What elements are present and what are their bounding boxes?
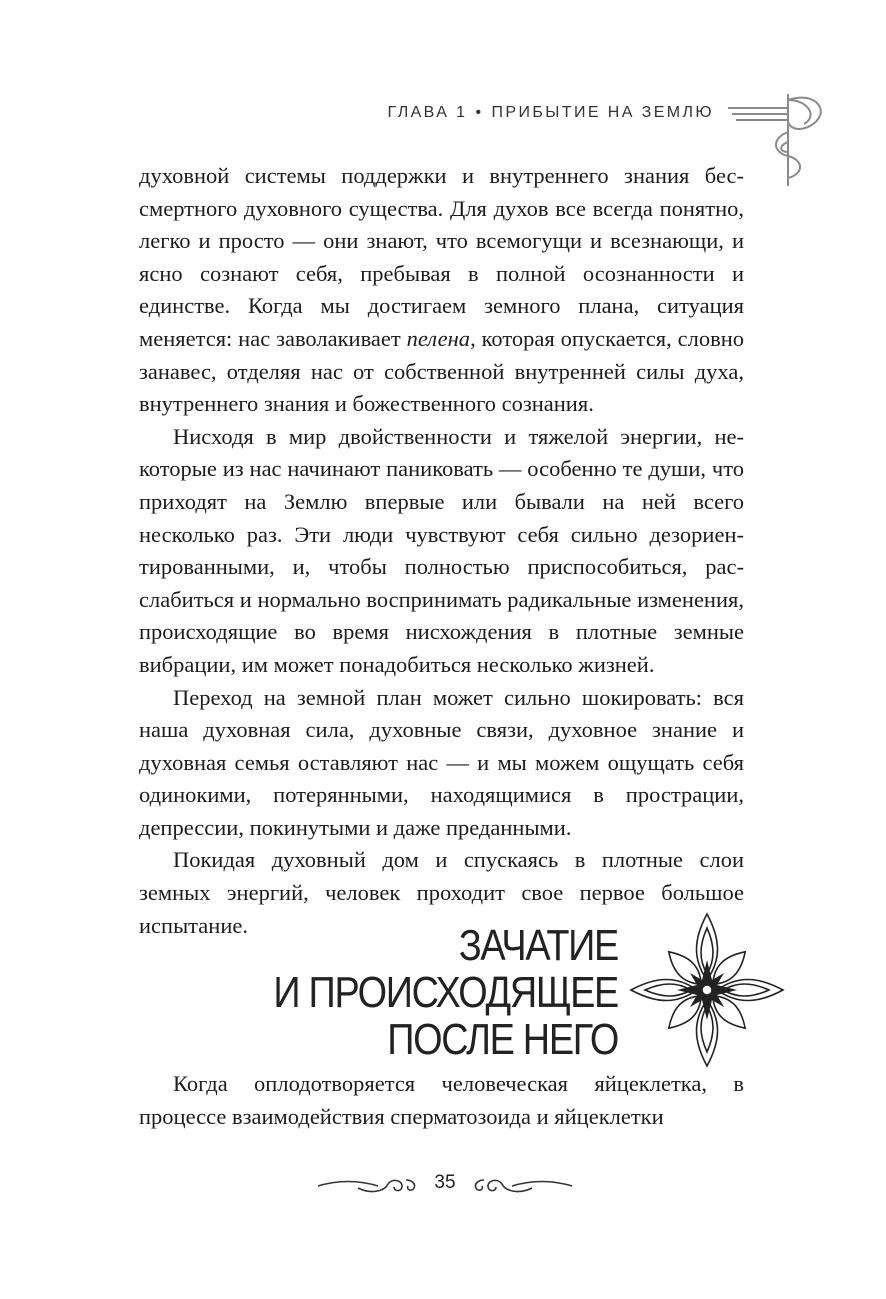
running-head	[0, 104, 714, 122]
emphasis-pelena: пелена	[406, 325, 471, 351]
body-text	[139, 160, 744, 942]
paragraph-2: Нисходя в мир двойственности и тяжелой энергии, некоторые из нас начинают паниковать — особенно те души, что приходят на Землю впервые или бывали на ней всего несколько раз. Эти люди чувствуют себя сильно дезориентированными, и, чтобы полностью приспособиться, расслабиться и нормально воспринимать радикальные изменения, происходящие во время нисхождения в плотные земные вибрации, им может понадобиться несколько жизней.	[139, 423, 744, 677]
separator-dot: •	[475, 104, 484, 121]
flourish-right-icon	[472, 1174, 572, 1196]
section-title	[259, 922, 618, 1063]
paragraph-1-text-b: , которая опускается, словно занавес, отделяя нас от собственной внутренней силы духа, внутреннего знания и божественного сознания.	[139, 325, 745, 417]
mandala-ornament-icon	[626, 910, 788, 1070]
page-number: 35	[434, 1172, 456, 1193]
chapter-label: ГЛАВА 1	[387, 104, 468, 121]
page-footer	[300, 1170, 590, 1200]
paragraph-5: Когда оплодотворяется человеческая яйцеклетка, в процессе взаимодействия сперматозоида и яйцеклетки	[139, 1071, 744, 1129]
section-title-line-3: ПОСЛЕ НЕГО	[387, 1015, 618, 1064]
chapter-title: ПРИБЫТИЕ НА ЗЕМЛЮ	[491, 104, 714, 121]
caduceus-ornament-icon	[728, 86, 838, 191]
paragraph-1	[139, 160, 744, 421]
paragraph-1-text-a: духовной системы поддержки и внутреннего знания бессмертного духовного существа. Для духов все всегда понятно, легко и просто — они знают, что всемогущи и всезнающи, и ясно сознают себя, пребывая в полной осознанности и единстве. Когда мы достигаем земного плана, ситуация меняется: нас заволакивает	[139, 163, 744, 351]
paragraph-3: Переход на земной план может сильно шокировать: вся наша духовная сила, духовные связи, духовное знание и духовная семья оставляют нас — и мы можем ощущать себя одинокими, потерянными, находящимися в прострации, депрессии, покинутыми и даже преданными.	[139, 684, 744, 840]
tail-text	[139, 1068, 744, 1133]
section-title-line-2: И ПРОИСХОДЯЩЕЕ	[273, 968, 618, 1017]
paragraph-4: Покидая духовный дом и спускаясь в плотные слои земных энергий, человек проходит свое первое большое испытание.	[139, 847, 744, 938]
section-title-line-1: ЗАЧАТИЕ	[458, 921, 618, 970]
